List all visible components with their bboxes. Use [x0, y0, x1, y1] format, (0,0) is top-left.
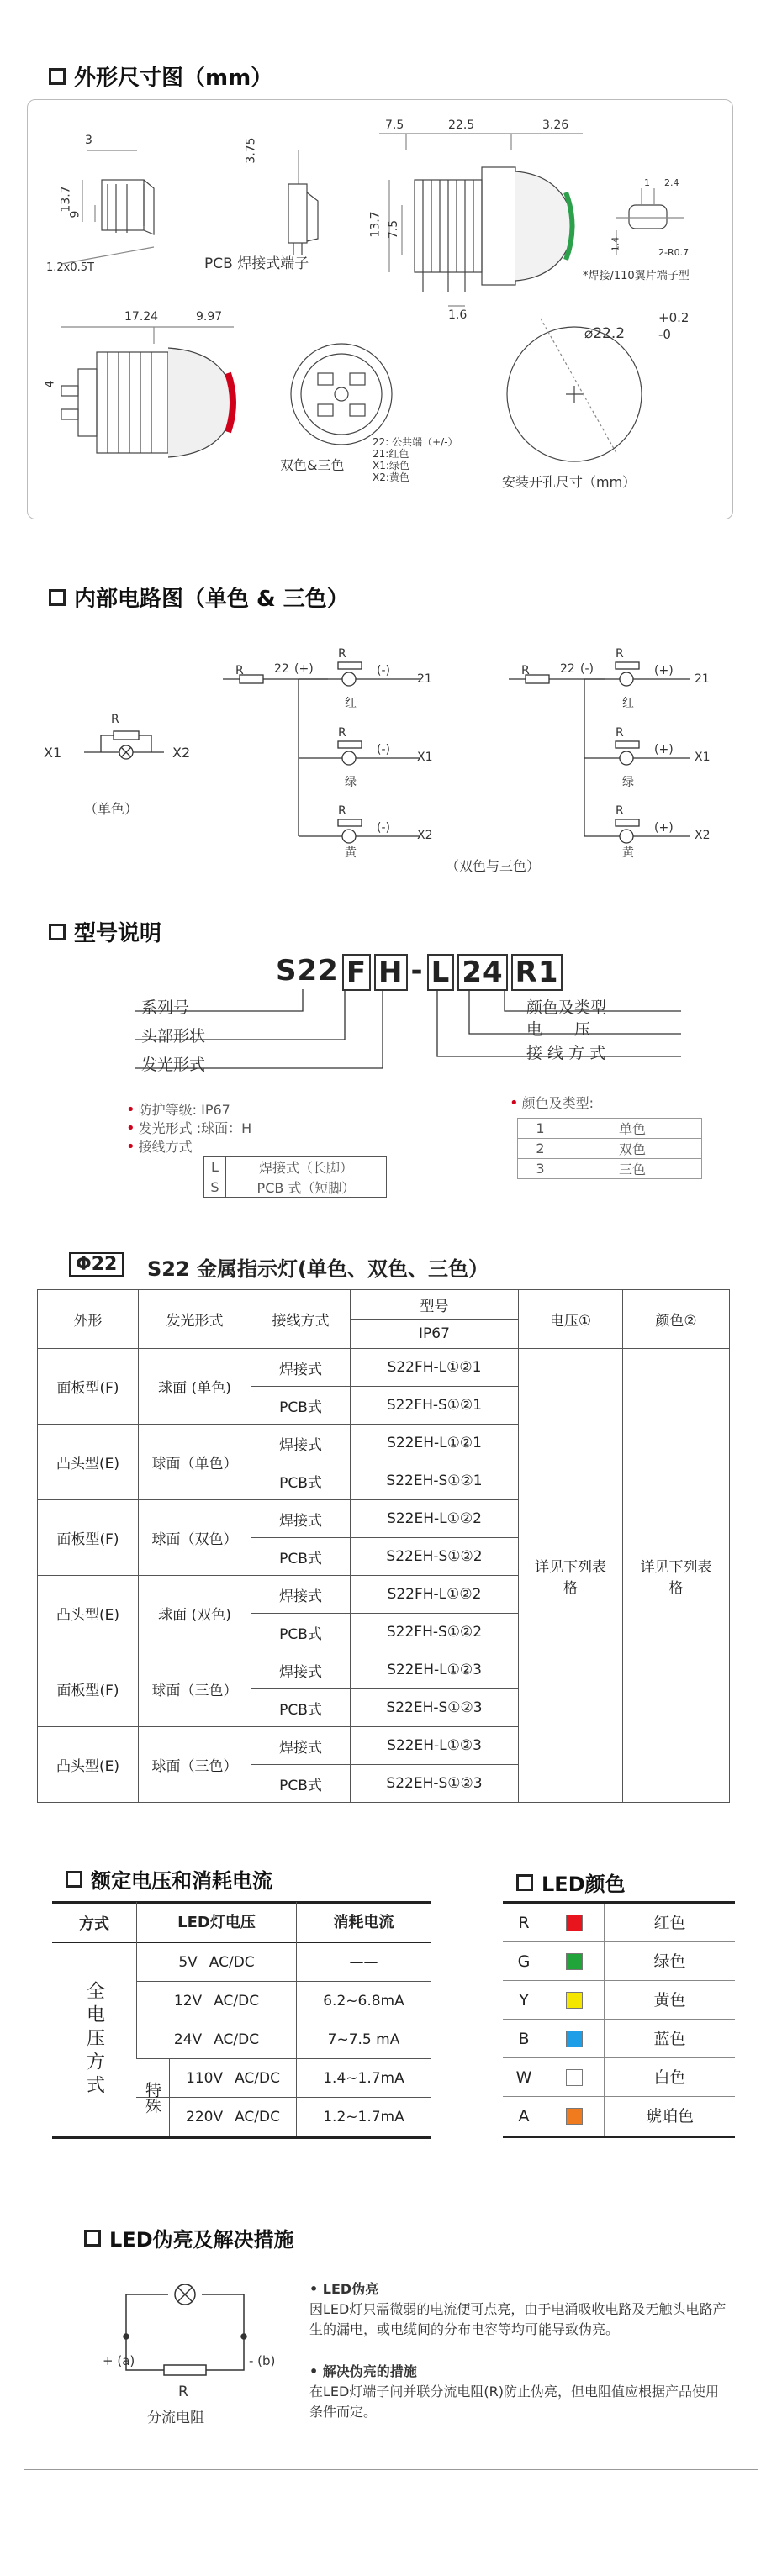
cell-wiring: 焊接式 — [251, 1425, 351, 1462]
checkbox-square-icon — [49, 924, 66, 940]
voltage-row — [136, 2059, 431, 2114]
led-swatch-cell — [545, 2108, 604, 2125]
current-value: 7~7.5 mA — [296, 2020, 431, 2059]
color-type-title: • 颜色及类型: — [510, 1094, 594, 1112]
checkbox-square-icon — [84, 2230, 101, 2247]
terminal-detail-drawing — [616, 188, 684, 255]
current-value: 6.2~6.8mA — [296, 1982, 431, 2020]
led-code: Y — [519, 1990, 529, 2010]
led-swatch-cell — [545, 1915, 604, 1931]
cell-wiring: 焊接式 — [251, 1500, 351, 1538]
cell-wiring: PCB式 — [251, 1538, 351, 1576]
voltage-row — [136, 2098, 431, 2136]
model-code — [276, 954, 563, 991]
bullet-icon: • — [309, 2281, 323, 2297]
section-title-dimensions — [49, 61, 272, 92]
series-title: S22 金属指示灯(单色、双色、三色） — [147, 1257, 489, 1281]
header-shape: 外形 — [38, 1290, 139, 1349]
header-ip67: IP67 — [351, 1320, 519, 1349]
cell-wiring: PCB式 — [251, 1689, 351, 1727]
legend-line: 21:红色 — [373, 448, 409, 460]
current-value: 1.2~1.7mA — [296, 2098, 431, 2136]
circuit-minus-left-2: (-) — [377, 743, 390, 756]
circuit-yellow-left: 黄 — [345, 846, 357, 860]
ghost-plus-a: + (a) — [103, 2353, 135, 2368]
voltage-header-row — [52, 1901, 431, 1943]
led-color-row — [503, 1981, 735, 2020]
led-name: 红色 — [604, 1904, 735, 1942]
cell-shape: 凸头型(E) — [38, 1425, 139, 1500]
section-title-ghost — [84, 2223, 294, 2252]
voltage-type: AC/DC — [214, 1992, 260, 2010]
code-light: H — [374, 954, 407, 991]
cell-light: 球面（三色） — [139, 1727, 251, 1803]
main-side-view-drawing — [379, 134, 583, 306]
led-name: 蓝色 — [604, 2020, 735, 2058]
voltage-row — [136, 1982, 431, 2020]
solder-note: *焊接/110翼片端子型 — [583, 270, 690, 282]
dimensions-panel — [27, 99, 733, 519]
series-row — [38, 1349, 730, 1387]
label-light-form: 发光形式 — [141, 1056, 206, 1074]
section-title-text: 内部电路图（单色 & 三色） — [74, 587, 349, 612]
circuit-r-single: R — [111, 713, 119, 726]
voltage-value: 12V — [173, 1992, 203, 2010]
dim-137b: 13.7 — [368, 211, 383, 238]
circuit-plus-right-2: (+) — [654, 743, 674, 756]
ghost-p2: 在LED灯端子间并联分流电阻(R)防止伪亮，但电阻值应根据产品使用条件而定。 — [309, 2384, 719, 2420]
bottom-divider — [24, 2469, 758, 2470]
series-badge: Φ22 — [69, 1252, 124, 1277]
voltage-type: AC/DC — [235, 2109, 280, 2126]
circuit-single-label: （单色） — [84, 801, 139, 817]
cell-model: S22FH-S①②2 — [351, 1614, 519, 1651]
circuit-r-left-2: R — [338, 726, 346, 740]
ghost-shunt: 分流电阻 — [147, 2410, 204, 2426]
special-label: 特殊 — [136, 2059, 170, 2136]
circuit-r-right-2: R — [616, 726, 624, 740]
voltage-value: 24V — [173, 2031, 203, 2048]
circuit-x1-single: X1 — [44, 745, 62, 761]
cell-model: S22EH-L①②3 — [351, 1727, 519, 1765]
cell-model: S22FH-L①②1 — [351, 1349, 519, 1387]
hole-label: 安装开孔尺寸（mm） — [502, 474, 637, 490]
cell-wiring: PCB式 — [251, 1387, 351, 1425]
color-type-table — [517, 1118, 702, 1179]
voltage-value: 5V — [178, 1953, 198, 1971]
dual-tri-label: 双色&三色 — [280, 457, 345, 473]
circuit-x1-right: X1 — [695, 751, 711, 764]
cell-light: 球面 (双色) — [139, 1576, 251, 1651]
label-head-shape: 头部形状 — [141, 1027, 206, 1046]
cell-model: S22EH-S①②2 — [351, 1538, 519, 1576]
cell-wiring: PCB式 — [251, 1614, 351, 1651]
section-title-text: 外形尺寸图（mm） — [74, 66, 273, 91]
led-code: A — [518, 2107, 530, 2126]
checkbox-square-icon — [49, 589, 66, 606]
checkbox-square-icon — [66, 1871, 82, 1888]
section-title-text: 额定电压和消耗电流 — [91, 1869, 272, 1893]
code-color: R1 — [511, 954, 563, 991]
circuit-yellow-right: 黄 — [622, 846, 634, 860]
voltage-row — [136, 2020, 431, 2059]
label-color-type: 颜色及类型 — [526, 998, 607, 1017]
circuit-minus-right: (-) — [580, 662, 594, 676]
color-type-code: 3 — [518, 1159, 563, 1179]
led-color-row — [503, 1942, 735, 1981]
checkbox-square-icon — [49, 68, 66, 85]
cell-model: S22FH-L①②2 — [351, 1576, 519, 1614]
cell-shape: 面板型(F) — [38, 1500, 139, 1576]
header-light: 发光形式 — [139, 1290, 251, 1349]
led-swatch-cell — [545, 2031, 604, 2047]
ghost-p1: 因LED灯只需微弱的电流便可点亮，由于电涌吸收电路及无触头电路产生的漏电，或电缆间的分布电容等均可能导致伪亮。 — [309, 2301, 727, 2337]
legend-line: X2:黄色 — [373, 471, 409, 483]
cell-light: 球面 (单色) — [139, 1349, 251, 1425]
section-title-text: LED颜色 — [542, 1873, 626, 1896]
circuit-green-left: 绿 — [345, 776, 357, 789]
circuit-r-right-3: R — [616, 804, 624, 818]
circuit-plus-left: (+) — [294, 662, 314, 676]
cell-shape: 凸头型(E) — [38, 1727, 139, 1803]
voltage-row — [136, 1943, 431, 1982]
led-swatch-cell — [545, 1953, 604, 1970]
dim-375: 3.75 — [244, 137, 258, 164]
section-title-circuit — [49, 582, 349, 613]
section-title-voltage — [66, 1864, 272, 1894]
model-notes — [126, 1101, 251, 1156]
led-name: 黄色 — [604, 1981, 735, 2020]
ghost-minus-b: - (b) — [249, 2353, 276, 2368]
ghost-h1 — [309, 2279, 730, 2299]
led-name: 绿色 — [604, 1942, 735, 1981]
ghost-h1-text: LED伪亮 — [322, 2281, 379, 2297]
vh-current: 消耗电流 — [296, 1902, 431, 1944]
color-swatch-icon — [566, 1915, 583, 1931]
pcb-terminal-label: PCB 焊接式端子 — [204, 255, 309, 272]
cell-voltage-note: 详见下列表格 — [519, 1349, 623, 1803]
dim-225: 22.5 — [448, 119, 475, 132]
dim-24: 2.4 — [664, 177, 679, 188]
voltage-cell — [170, 2059, 296, 2098]
led-color-row — [503, 2058, 735, 2097]
voltage-cell — [136, 1943, 296, 1982]
series-table-body — [38, 1349, 730, 1803]
voltage-cell — [136, 2020, 296, 2059]
wiring-table — [203, 1156, 387, 1198]
led-code: W — [515, 2068, 532, 2087]
circuit-x2-single: X2 — [172, 745, 191, 761]
color-swatch-icon — [566, 2069, 583, 2086]
voltage-rows — [136, 1943, 431, 2136]
color-type-name: 双色 — [563, 1139, 702, 1159]
circuit-dual-tri-label: （双色与三色） — [446, 858, 541, 874]
color-type-name: 单色 — [563, 1119, 702, 1139]
cell-model: S22EH-L①②1 — [351, 1425, 519, 1462]
circuit-21-right: 21 — [695, 672, 710, 686]
note-light-text: 发光形式 :球面：H — [138, 1120, 252, 1136]
terminal-legend — [373, 436, 458, 483]
circuit-x2-left: X2 — [417, 829, 433, 842]
cell-light: 球面（单色） — [139, 1425, 251, 1500]
dual-tri-circuit-left — [223, 662, 420, 843]
voltage-mode: 全电压方式 — [83, 1981, 105, 2099]
dim-1724: 17.24 — [124, 310, 159, 324]
circuit-r-right: R — [521, 664, 530, 677]
dim-75b: 7.5 — [387, 219, 401, 240]
label-series: 系列号 — [141, 998, 190, 1017]
lower-side-view-drawing — [61, 327, 234, 457]
circuit-x1-left: X1 — [417, 751, 433, 764]
note-wiring-text: 接线方式 — [138, 1139, 193, 1155]
circuit-minus-left-1: (-) — [377, 664, 390, 677]
voltage-table — [52, 1901, 431, 2139]
voltage-type: AC/DC — [214, 2031, 260, 2048]
note-light: • 发光形式 :球面：H — [126, 1119, 252, 1137]
circuit-22-left: 22 — [274, 662, 289, 676]
ghost-text — [309, 2279, 730, 2422]
color-type-code: 1 — [518, 1119, 563, 1139]
led-color-row — [503, 1904, 735, 1942]
led-code: R — [518, 1913, 530, 1932]
section-title-led-color — [516, 1867, 626, 1897]
hole-diameter: ⌀22.2 — [584, 325, 626, 342]
model-leader-lines — [135, 988, 706, 1097]
section-title-text: 型号说明 — [74, 921, 162, 946]
circuit-plus-right-1: (+) — [654, 664, 674, 677]
header-color: 颜色② — [623, 1290, 730, 1349]
note-ip-text: 防护等级: IP67 — [138, 1102, 230, 1118]
cell-model: S22EH-S①②3 — [351, 1765, 519, 1803]
circuit-minus-left-3: (-) — [377, 821, 390, 835]
cell-wiring: PCB式 — [251, 1765, 351, 1803]
circuit-x2-right: X2 — [695, 829, 711, 842]
cell-wiring: 焊接式 — [251, 1727, 351, 1765]
cell-wiring: 焊接式 — [251, 1651, 351, 1689]
label-voltage: 电 压 — [526, 1020, 591, 1039]
circuit-21-left: 21 — [417, 672, 432, 686]
current-value: —— — [296, 1943, 431, 1982]
cell-wiring: 焊接式 — [251, 1349, 351, 1387]
vh-voltage: LED灯电压 — [136, 1902, 296, 1944]
code-wiring: L — [427, 954, 455, 991]
led-code: G — [517, 1952, 531, 1971]
dim-12: 1.2x0.5T — [46, 261, 94, 274]
current-value: 1.4~1.7mA — [296, 2059, 431, 2098]
cell-shape: 凸头型(E) — [38, 1576, 139, 1651]
section-title-model — [49, 916, 161, 947]
ghost-h2 — [309, 2362, 730, 2382]
circuit-r-left-3: R — [338, 804, 346, 818]
circuit-r-left: R — [235, 664, 244, 677]
header-model: 型号 — [351, 1290, 519, 1320]
cell-light: 球面（双色） — [139, 1500, 251, 1576]
led-color-table — [503, 1901, 735, 2138]
color-swatch-icon — [566, 1992, 583, 2009]
voltage-type: AC/DC — [235, 2069, 280, 2087]
dim-r07: 2-R0.7 — [658, 247, 690, 258]
ghost-circuit-diagram — [84, 2269, 286, 2395]
led-name: 白色 — [604, 2058, 735, 2097]
single-color-circuit — [84, 731, 164, 759]
cell-color-note: 详见下列表格 — [623, 1349, 730, 1803]
cell-wiring: 焊接式 — [251, 1576, 351, 1614]
vh-mode: 方式 — [79, 1915, 109, 1933]
hole-tol-plus: +0.2 — [658, 310, 690, 325]
dim-4: 4 — [43, 380, 57, 388]
color-type-title-text: 颜色及类型: — [521, 1095, 594, 1111]
cell-wiring: PCB式 — [251, 1462, 351, 1500]
circuit-red-left: 红 — [345, 697, 357, 710]
dim-75: 7.5 — [385, 119, 404, 132]
color-type-name: 三色 — [563, 1159, 702, 1179]
code-head: F — [342, 954, 371, 991]
voltage-cell — [170, 2098, 296, 2136]
circuit-green-right: 绿 — [622, 776, 634, 789]
circuit-r-right-1: R — [616, 647, 624, 661]
cell-model: S22EH-L①②2 — [351, 1500, 519, 1538]
voltage-value: 220V — [186, 2109, 224, 2126]
voltage-value: 110V — [186, 2069, 224, 2087]
voltage-type: AC/DC — [209, 1953, 255, 1971]
cell-shape: 面板型(F) — [38, 1349, 139, 1425]
checkbox-square-icon — [516, 1874, 533, 1891]
wiring-code: S — [204, 1177, 226, 1198]
dim-997: 9.97 — [196, 310, 223, 324]
cell-model: S22FH-S①②1 — [351, 1387, 519, 1425]
dim-9: 9 — [68, 210, 82, 219]
circuit-red-right: 红 — [622, 697, 634, 710]
bullet-icon: • — [309, 2363, 323, 2379]
note-wiring: • 接线方式 — [126, 1138, 193, 1156]
led-swatch-cell — [545, 1992, 604, 2009]
hole-tol-minus: -0 — [658, 327, 671, 342]
color-type-code: 2 — [518, 1139, 563, 1159]
dim-326: 3.26 — [542, 119, 569, 132]
dim-16: 1.6 — [448, 308, 468, 322]
voltage-body — [52, 1943, 431, 2139]
header-wiring: 接线方式 — [251, 1290, 351, 1349]
cell-model: S22EH-S①②1 — [351, 1462, 519, 1500]
cell-shape: 面板型(F) — [38, 1651, 139, 1727]
dim-137: 13.7 — [59, 186, 73, 213]
led-code: B — [518, 2029, 530, 2048]
voltage-cell — [136, 1982, 296, 2020]
dim-14: 1.4 — [610, 236, 621, 252]
code-voltage: 24 — [457, 954, 507, 991]
code-series: S22 — [276, 954, 339, 988]
pcb-terminal-view-drawing — [288, 150, 318, 255]
series-table — [37, 1289, 730, 1803]
led-color-row — [503, 2020, 735, 2058]
dim-3: 3 — [85, 134, 92, 147]
dim-1: 1 — [644, 177, 650, 188]
circuit-22-right: 22 — [560, 662, 575, 676]
cell-model: S22EH-L①②3 — [351, 1651, 519, 1689]
header-voltage: 电压① — [519, 1290, 623, 1349]
color-swatch-icon — [566, 1953, 583, 1970]
wiring-desc: PCB 式（短脚） — [226, 1177, 387, 1198]
circuit-r-left-1: R — [338, 647, 346, 661]
pcb-side-view-drawing — [61, 150, 154, 264]
led-name: 琥珀色 — [604, 2097, 735, 2136]
special-spacer — [136, 2098, 170, 2136]
ghost-h2-text: 解决伪亮的措施 — [322, 2363, 417, 2379]
label-wiring: 接 线 方 式 — [526, 1044, 606, 1062]
cell-model: S22EH-S①②3 — [351, 1689, 519, 1727]
ghost-r: R — [178, 2384, 188, 2400]
color-swatch-icon — [566, 2108, 583, 2125]
section-title-text: LED伪亮及解决措施 — [109, 2228, 294, 2252]
led-color-row — [503, 2097, 735, 2136]
circuit-plus-right-3: (+) — [654, 821, 674, 835]
wiring-code: L — [204, 1157, 226, 1177]
led-swatch-cell — [545, 2069, 604, 2086]
cell-light: 球面（三色） — [139, 1651, 251, 1727]
note-ip: • 防护等级: IP67 — [126, 1101, 230, 1119]
color-swatch-icon — [566, 2031, 583, 2047]
bottom-view-drawing — [291, 344, 392, 445]
wiring-desc: 焊接式（长脚） — [226, 1157, 387, 1177]
legend-line: 22: 公共端（+/-） — [373, 436, 458, 448]
code-dash: - — [410, 954, 424, 988]
legend-line: X1:绿色 — [373, 460, 409, 471]
